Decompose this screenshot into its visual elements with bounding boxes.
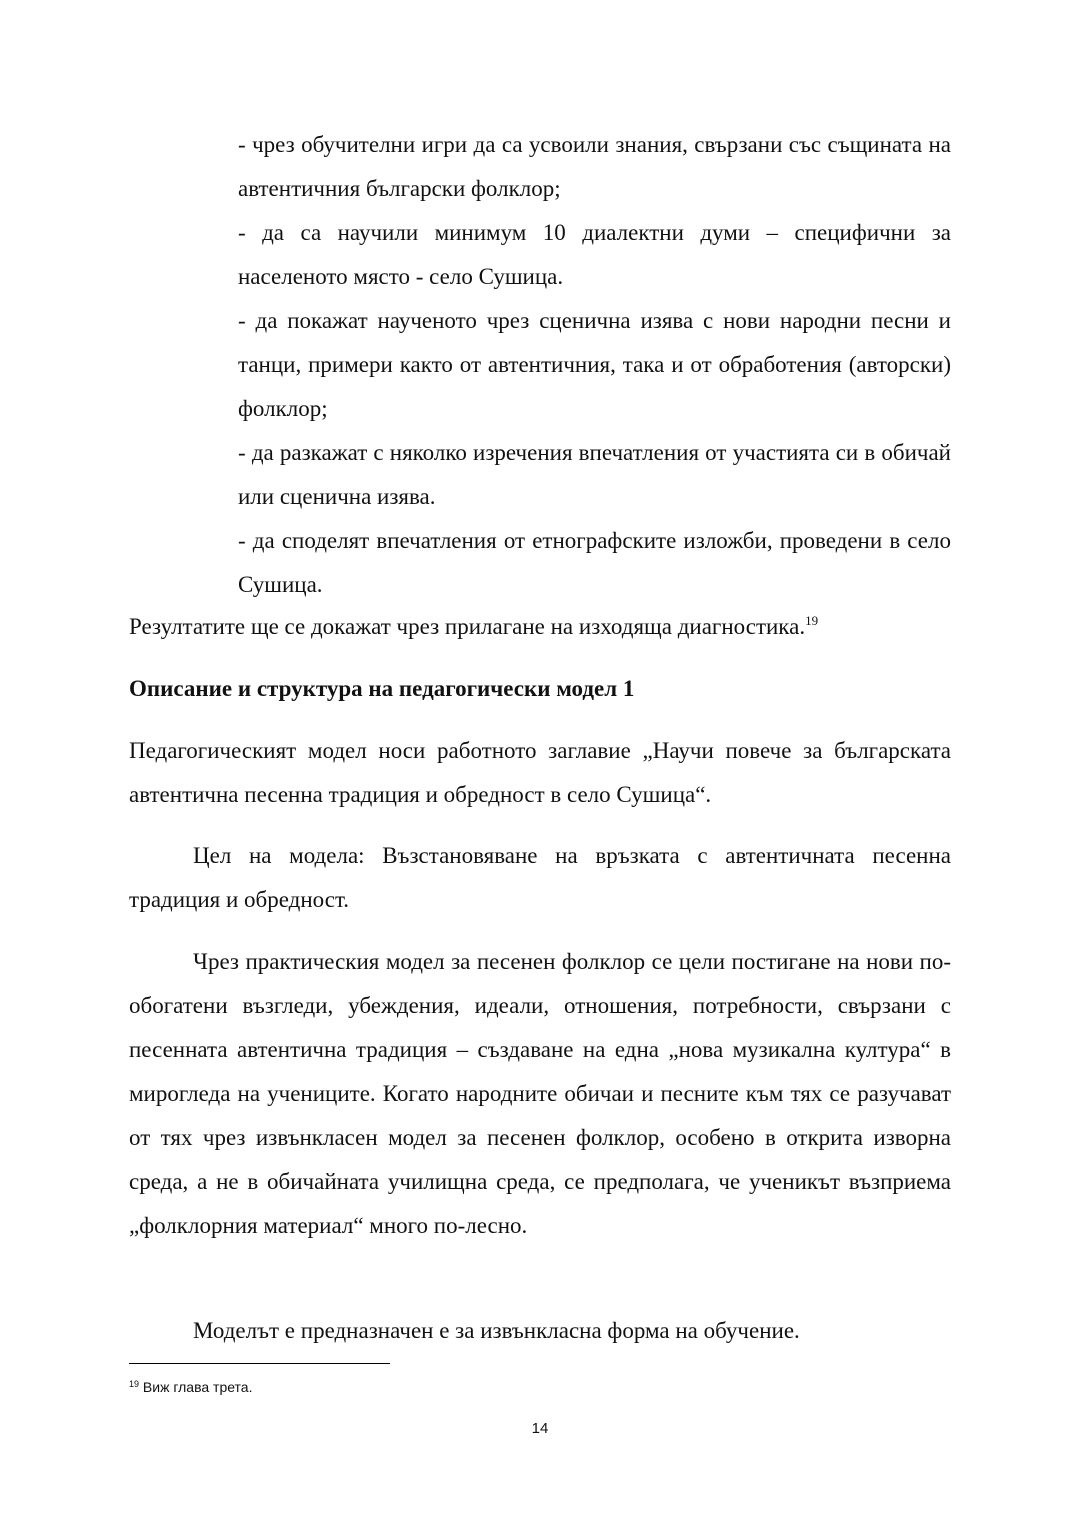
- paragraph: Цел на модела: Възстановяване на връзката с автентичната песенна традиция и обредност.: [129, 843, 951, 912]
- list-item: - да разкажат с няколко изречения впечатления от участията си в обичай или сценична изява.: [238, 440, 951, 509]
- page-number: 14: [531, 1420, 549, 1437]
- footnote: [129, 1378, 252, 1396]
- list-item: - да са научили минимум 10 диалектни думи – специфични за населеното място - село Сушица.: [238, 220, 951, 289]
- footnote-text: Виж глава трета.: [142, 1379, 253, 1395]
- footnote-reference: 19: [805, 613, 819, 628]
- list-item: - чрез обучителни игри да са усвоили знания, свързани със същината на автентичния български фолклор;: [238, 132, 951, 201]
- section-heading: Описание и структура на педагогически модел 1: [129, 676, 635, 701]
- paragraph: Моделът е предназначен е за извънкласна форма на обучение.: [193, 1318, 800, 1343]
- outcomes-list: [238, 123, 951, 607]
- results-text: Резултатите ще се докажат чрез прилагане на изходяща диагностика.: [129, 614, 806, 639]
- footnote-number: 19: [129, 1379, 140, 1389]
- list-item: - да споделят впечатления от етнографските изложби, проведени в село Сушица.: [238, 528, 951, 597]
- results-paragraph: [129, 605, 951, 649]
- paragraph: Чрез практическия модел за песенен фолклор се цели постигане на нови по-обогатени възгледи, убеждения, идеали, отношения, потребности, свързани с песенната автентична традиция – създаване на една „нова музикална култура“ в мирогледа на учениците. Когато народните обичаи и песните към тях се разучават от тях чрез извънкласен модел за песенен фолклор, особено в открита изворна среда, а не в обичайната училищна среда, се предполага, че ученикът възприема „фолклорния материал“ много по-лесно.: [129, 949, 951, 1238]
- paragraph: Педагогическият модел носи работното заглавие „Научи повече за българската автентична песенна традиция и обредност в село Сушица“.: [129, 738, 951, 807]
- list-item: - да покажат наученото чрез сценична изява с нови народни песни и танци, примери както от автентичния, така и от обработения (авторски) фолклор;: [238, 308, 951, 421]
- footnote-separator: [129, 1363, 390, 1364]
